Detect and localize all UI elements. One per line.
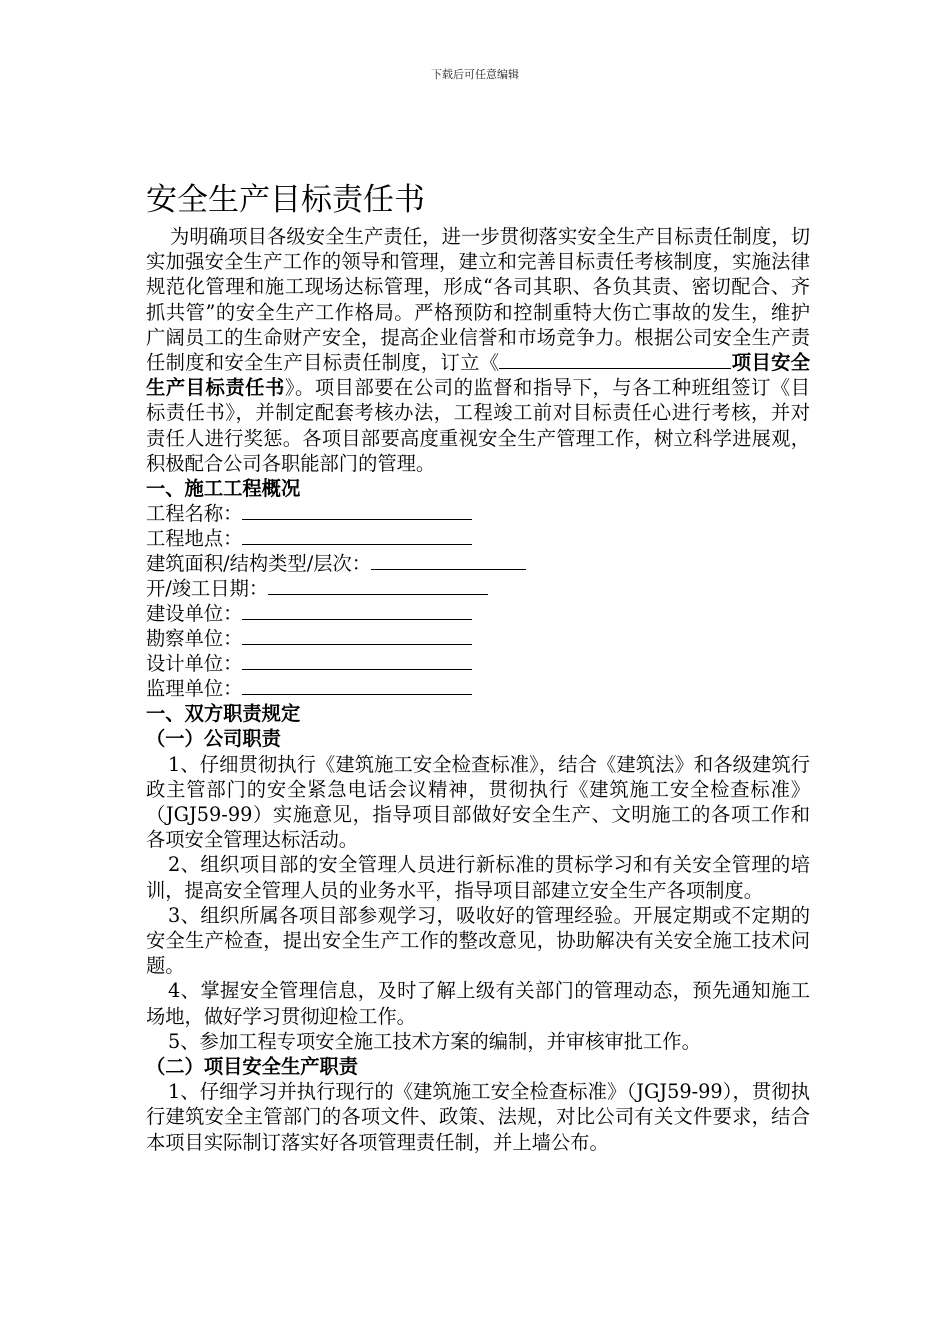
company-duty-item: 5、参加工程专项安全施工技术方案的编制，并审核审批工作。 — [168, 1029, 701, 1053]
project-name-blank — [499, 350, 731, 369]
field-label: 监理单位： — [146, 677, 243, 701]
field-blank — [242, 651, 472, 670]
field-area-structure — [146, 551, 810, 576]
field-blank — [268, 576, 488, 595]
field-label: 工程名称： — [146, 502, 243, 526]
company-duty-item: 4、掌握安全管理信息，及时了解上级有关部门的管理动态，预先通知施工场地，做好学习贯彻迎检工作。 — [146, 979, 810, 1028]
field-blank — [242, 601, 472, 620]
company-duty-item: 3、组织所属各项目部参观学习，吸收好的管理经验。开展定期或不定期的安全生产检查，提出安全生产工作的整改意见，协助解决有关安全施工技术问题。 — [146, 903, 810, 978]
field-label: 工程地点： — [146, 527, 243, 551]
field-blank — [242, 676, 472, 695]
field-label: 勘察单位： — [146, 627, 243, 651]
intro-bold-title: 项目安全生产目标责任书 — [146, 351, 810, 400]
field-label: 设计单位： — [146, 652, 243, 676]
intro-text-1: 为明确项目各级安全生产责任，进一步贯彻落实安全生产目标责任制度，切实加强安全生产工作的领导和管理，建立和完善目标责任考核制度，实施法律规范化管理和施工现场达标管理，形成“各司其职、各负其责、密切配合、齐抓共管”的安全生产工作格局。严格预防和控制重特大伤亡事故的发生，维护广阔员工的生命财产安全，提高企业信誉和市场竞争力。根据公司安全生产责任制度和安全生产目标责任制度，订立《 — [146, 225, 810, 375]
field-design-unit — [146, 651, 810, 676]
company-duty-item: 2、组织项目部的安全管理人员进行新标准的贯标学习和有关安全管理的培训，提高安全管理人员的业务水平，指导项目部建立安全生产各项制度。 — [146, 853, 810, 902]
field-blank — [242, 526, 472, 545]
sub2-heading: （二）项目安全生产职责 — [146, 1055, 359, 1079]
field-blank — [242, 626, 472, 645]
field-label: 开/竣工日期： — [146, 577, 269, 601]
field-dates — [146, 576, 810, 601]
field-construction-unit — [146, 601, 810, 626]
field-supervision-unit — [146, 676, 810, 701]
field-project-name — [146, 501, 810, 526]
project-duty-item: 1、仔细学习并执行现行的《建筑施工安全检查标准》（JGJ59-99），贯彻执行建筑安全主管部门的各项文件、政策、法规，对比公司有关文件要求，结合本项目实际制订落实好各项管理责任制，并上墙公布。 — [146, 1080, 810, 1154]
field-label: 建筑面积/结构类型/层次： — [146, 552, 372, 576]
field-blank — [242, 501, 472, 520]
sub1-heading: （一）公司职责 — [146, 727, 281, 751]
section1-heading: 一、施工工程概况 — [146, 477, 301, 501]
document-title: 安全生产目标责任书 — [146, 182, 425, 218]
company-duty-item: 1、仔细贯彻执行《建筑施工安全检查标准》，结合《建筑法》和各级建筑行政主管部门的安全紧急电话会议精神，贯彻执行《建筑施工安全检查标准》（JGJ59-99）实施意见，指导项目部做好安全生产、文明施工的各项工作和各项安全管理达标活动。 — [146, 752, 810, 852]
field-survey-unit — [146, 626, 810, 651]
field-label: 建设单位： — [146, 602, 243, 626]
intro-paragraph — [146, 224, 810, 476]
field-project-location — [146, 526, 810, 551]
field-blank — [371, 551, 526, 570]
document-body — [146, 178, 810, 1155]
section2-heading: 一、双方职责规定 — [146, 702, 301, 726]
intro-text-2: 》。项目部要在公司的监督和指导下，与各工种班组签订《目标责任书》，并制定配套考核办法，工程竣工前对目标责任心进行考核，并对责任人进行奖惩。各项目部要高度重视安全生产管理工作，树立科学进展观，积极配合公司各职能部门的管理。 — [146, 376, 811, 475]
header-note: 下载后可任意编辑 — [431, 68, 519, 81]
